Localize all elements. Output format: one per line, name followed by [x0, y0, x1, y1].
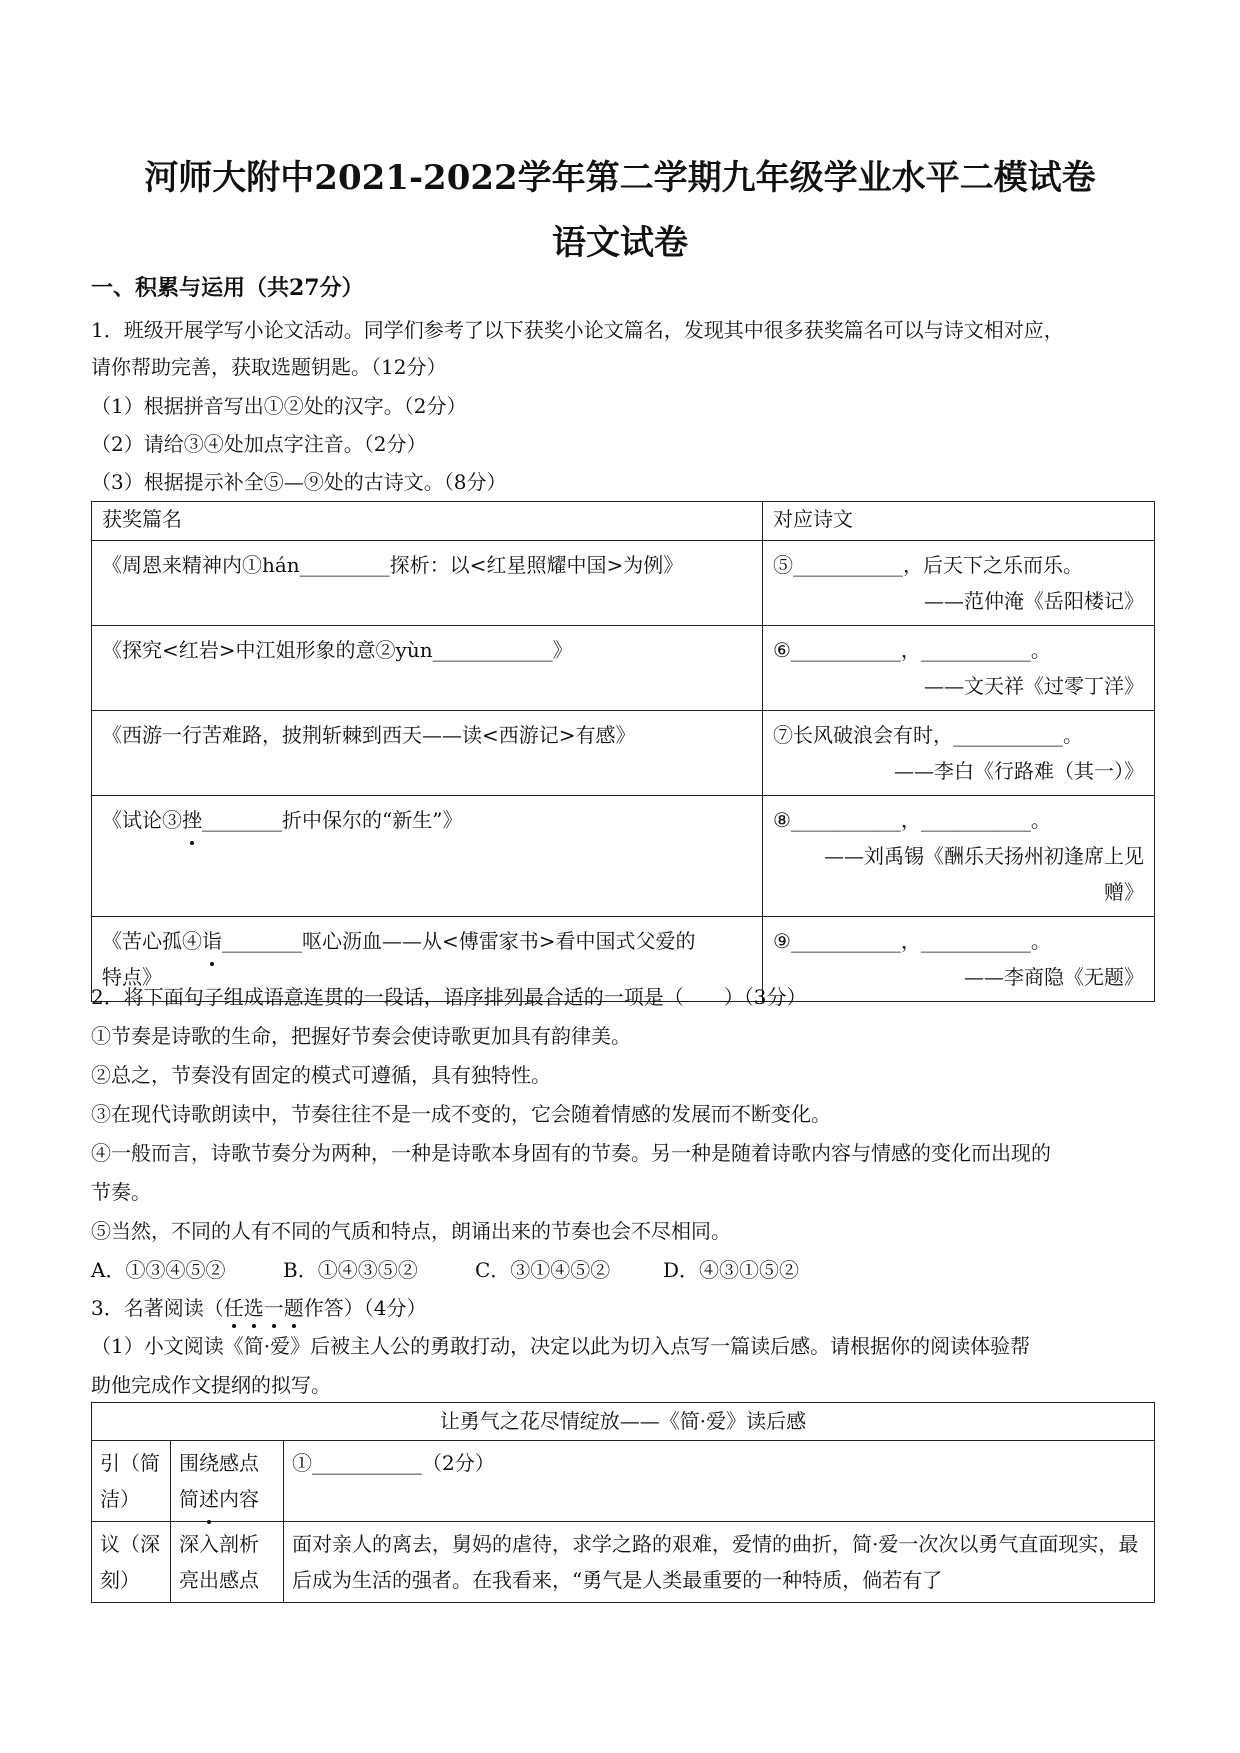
q2-sentence-4-cont: 节奏。 — [91, 1180, 151, 1204]
q1-stem-line1: 1．班级开展学写小论文活动。同学们参考了以下获奖小论文篇名，发现其中很多获奖篇名可以与诗文相对应， — [91, 318, 1064, 342]
q1-table — [91, 501, 1155, 1002]
poem-source: ——文天祥《过零丁洋》 — [924, 674, 1144, 698]
dotted-char: 诣 — [202, 923, 222, 959]
option-b[interactable]: B．①④③⑤② — [283, 1258, 418, 1282]
q1-sub1: （1）根据拼音写出①②处的汉字。（2分） — [91, 394, 467, 418]
row-poem — [763, 796, 1155, 917]
exam-subtitle: 语文试卷 — [552, 223, 688, 263]
outline-focus: 围绕感点 简述内容 — [171, 1441, 284, 1522]
poem-line: ⑥___________，___________。 — [773, 638, 1051, 662]
q2-stem: 2．将下面句子组成语意连贯的一段话，语序排列最合适的一项是（ ）（3分） — [91, 985, 807, 1009]
q3-prompt-line2: 助他完成作文提纲的拟写。 — [91, 1373, 331, 1397]
q2-sentence-3: ③在现代诗歌朗读中，节奏往往不是一成不变的，它会随着情感的发展而不断变化。 — [91, 1102, 831, 1126]
table-row — [92, 541, 1155, 626]
q1-stem-line2: 请你帮助完善，获取选题钥匙。（12分） — [91, 355, 447, 379]
row-title: 《西游一行苦难路，披荆斩棘到西天——读<西游记>有感》 — [92, 711, 763, 796]
q3-prompt-line1: （1）小文阅读《简·爱》后被主人公的勇敢打动，决定以此为切入点写一篇读后感。请根据你的阅读体验帮 — [91, 1334, 1031, 1358]
q1-sub3: （3）根据提示补全⑤—⑨处的古诗文。（8分） — [91, 470, 507, 494]
table-row — [92, 1522, 1155, 1603]
option-c[interactable]: C．③①④⑤② — [475, 1258, 611, 1282]
row-title: 《试论③挫________折中保尔的“新生”》 — [92, 796, 763, 917]
exam-title: 河师大附中2021-2022学年第二学期九年级学业水平二模试卷 — [144, 158, 1096, 198]
table-header-left: 获奖篇名 — [92, 502, 763, 541]
q2-sentence-5: ⑤当然，不同的人有不同的气质和特点，朗诵出来的节奏也会不尽相同。 — [91, 1219, 731, 1243]
dotted-char: 挫 — [182, 802, 202, 838]
poem-line: ⑤___________，后天下之乐而乐。 — [773, 553, 1083, 577]
table-row — [92, 796, 1155, 917]
outline-focus: 深入剖析亮出感点 — [171, 1522, 284, 1603]
section-heading: 一、积累与运用（共27分） — [91, 275, 364, 301]
outline-content: 面对亲人的离去，舅妈的虐待，求学之路的艰难，爱情的曲折，简·爱一次次以勇气直面现实，最后成为生活的强者。在我看来，“勇气是人类最重要的一种特质，倘若有了 — [284, 1522, 1155, 1603]
outline-label: 议（深刻） — [92, 1522, 171, 1603]
row-title: 《周恩来精神内①hán_________探析：以<红星照耀中国>为例》 — [92, 541, 763, 626]
poem-line: ⑧___________，___________。 — [773, 808, 1051, 832]
outline-header: 让勇气之花尽情绽放——《简·爱》读后感 — [92, 1403, 1155, 1441]
q3-stem: 3．名著阅读（任选一题作答）（4分） — [91, 1292, 426, 1321]
q2-sentence-1: ①节奏是诗歌的生命，把握好节奏会使诗歌更加具有韵律美。 — [91, 1024, 631, 1048]
q1-sub2: （2）请给③④处加点字注音。（2分） — [91, 432, 427, 456]
row-poem — [763, 711, 1155, 796]
outline-label: 引（简洁） — [92, 1441, 171, 1522]
row-poem — [763, 626, 1155, 711]
row-title: 《探究<红岩>中江姐形象的意②yùn____________》 — [92, 626, 763, 711]
option-d[interactable]: D．④③①⑤② — [663, 1258, 800, 1282]
q2-sentence-4: ④一般而言，诗歌节奏分为两种，一种是诗歌本身固有的节奏。另一种是随着诗歌内容与情感的变化而出现的 — [91, 1141, 1051, 1165]
poem-source: ——李白《行路难（其一）》 — [894, 759, 1144, 783]
q2-sentence-2: ②总之，节奏没有固定的模式可遵循，具有独特性。 — [91, 1063, 551, 1087]
row-poem — [763, 541, 1155, 626]
table-row — [92, 1441, 1155, 1522]
poem-source: ——范仲淹《岳阳楼记》 — [924, 589, 1144, 613]
row-title: 《苦心孤④诣________呕心沥血——从<傅雷家书>看中国式父爱的 特点》 — [92, 917, 763, 1002]
poem-source: ——刘禹锡《酬乐天扬州初逢席上见 — [824, 844, 1144, 868]
poem-source: ——李商隐《无题》 — [964, 965, 1144, 989]
dotted-emphasis: 任选一题 — [224, 1296, 304, 1320]
poem-line: ⑦长风破浪会有时，___________。 — [773, 723, 1083, 747]
table-row — [92, 711, 1155, 796]
dotted-char: 述 — [199, 1481, 219, 1517]
table-header-right: 对应诗文 — [763, 502, 1155, 541]
poem-line: ⑨___________，___________。 — [773, 929, 1051, 953]
outline-table — [91, 1402, 1155, 1603]
row-poem — [763, 917, 1155, 1002]
table-row — [92, 626, 1155, 711]
outline-answer-blank[interactable]: ①___________（2分） — [284, 1441, 1155, 1522]
poem-source-cont: 赠》 — [1104, 880, 1144, 904]
option-a[interactable]: A．①③④⑤② — [91, 1258, 226, 1282]
q2-options — [91, 1254, 799, 1283]
